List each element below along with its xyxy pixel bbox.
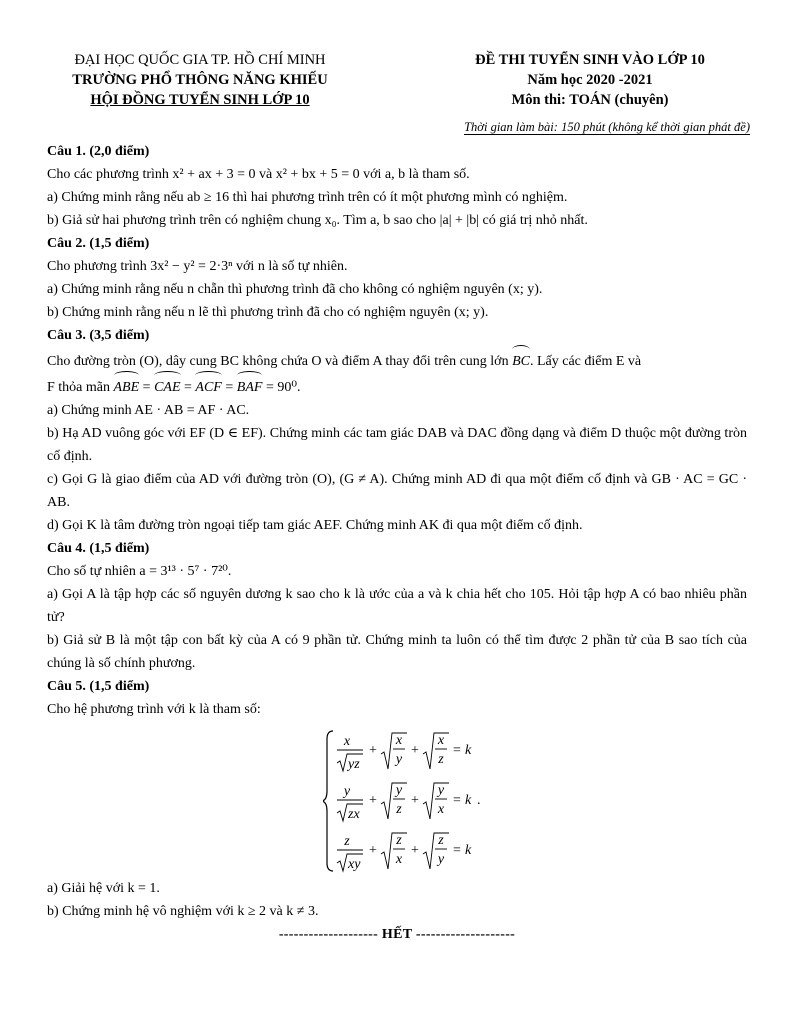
- svg-text:+: +: [369, 843, 377, 858]
- svg-text:z: z: [438, 833, 444, 848]
- q5-intro: Cho hệ phương trình với k là tham số:: [47, 702, 261, 717]
- svg-text:z: z: [344, 834, 350, 849]
- q3-part-c: c) Gọi G là giao điểm của AD với đường tròn (O), (G ≠ A). Chứng minh AD đi qua một điểm cố định và GB · AC = GC · AB.: [47, 472, 747, 510]
- equation-system: [323, 727, 543, 875]
- q3-part-a: a) Chứng minh AE · AB = AF · AC.: [47, 403, 250, 418]
- svg-text:x: x: [395, 852, 403, 867]
- svg-text:y: y: [437, 852, 445, 867]
- q5-part-b: b) Chứng minh hệ vô nghiệm với k ≥ 2 và k ≠ 3.: [47, 904, 319, 919]
- svg-text:y: y: [343, 784, 351, 799]
- svg-text:z: z: [396, 833, 402, 848]
- header-right: [420, 50, 760, 110]
- arc-baf: BAF: [237, 373, 263, 399]
- exam-title: ĐỀ THI TUYỂN SINH VÀO LỚP 10: [475, 52, 705, 68]
- svg-text:x: x: [343, 734, 351, 749]
- svg-text:k: k: [465, 743, 472, 758]
- arc-bc: BC: [512, 347, 530, 373]
- arc-cae: CAE: [154, 373, 180, 399]
- q1-title: Câu 1. (2,0 điểm): [47, 144, 150, 159]
- q3-part-b: b) Hạ AD vuông góc với EF (D ∈ EF). Chứng minh các tam giác DAB và DAC đồng dạng và điểm D thuộc một đường tròn cố định.: [47, 426, 747, 464]
- q2-intro: Cho phương trình 3x² − y² = 2·3ⁿ với n là số tự nhiên.: [47, 259, 348, 274]
- svg-text:y: y: [395, 783, 403, 798]
- svg-text:yz: yz: [348, 757, 360, 772]
- svg-text:x: x: [395, 733, 403, 748]
- svg-text:k: k: [465, 843, 472, 858]
- arc-acf: ACF: [195, 373, 221, 399]
- svg-text:=: =: [453, 793, 461, 808]
- equation-system-graphic: [323, 727, 543, 875]
- q3-title: Câu 3. (3,5 điểm): [47, 328, 150, 343]
- svg-text:x: x: [437, 733, 445, 748]
- svg-text:+: +: [411, 843, 419, 858]
- svg-text:+: +: [411, 793, 419, 808]
- q3-arc-condition: F thỏa mãn ABE = CAE = ACF = BAF = 90⁰.: [47, 373, 747, 399]
- q1-intro: Cho các phương trình x² + ax + 3 = 0 và x² + bx + 5 = 0 với a, b là tham số.: [47, 167, 470, 182]
- school-year: Năm học 2020 -2021: [527, 72, 653, 88]
- subject: Môn thi: TOÁN (chuyên): [511, 92, 669, 108]
- svg-text:y: y: [395, 752, 403, 767]
- svg-text:z: z: [438, 752, 444, 767]
- svg-text:xy: xy: [348, 857, 361, 872]
- q2-part-b: b) Chứng minh rằng nếu n lẽ thì phương trình đã cho có nghiệm nguyên (x; y).: [47, 305, 489, 320]
- svg-text:+: +: [369, 793, 377, 808]
- q2-title: Câu 2. (1,5 điểm): [47, 236, 150, 251]
- end-marker: -------------------- HẾT --------------------: [278, 927, 516, 942]
- header-left: [40, 50, 360, 110]
- q1-part-a: a) Chứng minh rằng nếu ab ≥ 16 thì hai phương trình trên có ít một phương mình có nghiệm.: [47, 190, 568, 205]
- q1-part-b: b) Giả sử hai phương trình trên có nghiệm chung x₀. Tìm a, b sao cho |a| + |b| có giá trị nhỏ nhất.: [47, 213, 588, 228]
- svg-text:+: +: [411, 743, 419, 758]
- q4-intro: Cho số tự nhiên a = 3¹³ · 5⁷ · 7²⁰.: [47, 564, 232, 579]
- q4-title: Câu 4. (1,5 điểm): [47, 541, 150, 556]
- q3-intro: Cho đường tròn (O), dây cung BC không chứa O và điểm A thay đổi trên cung lớn BC. Lấy các điểm E và: [47, 347, 747, 373]
- q2-part-a: a) Chứng minh rằng nếu n chẵn thì phương trình đã cho không có nghiệm nguyên (x; y).: [47, 282, 543, 297]
- school-name: TRƯỜNG PHỔ THÔNG NĂNG KHIẾU: [72, 72, 328, 88]
- svg-text:zx: zx: [348, 807, 360, 822]
- svg-text:x: x: [437, 802, 445, 817]
- q4-part-b: b) Giả sử B là một tập con bất kỳ của A có 9 phần tử. Chứng minh ta luôn có thể tìm được 2 phần tử của B sao tích của chúng là số chính phương.: [47, 633, 747, 671]
- q4-part-a: a) Gọi A là tập hợp các số nguyên dương k sao cho k là ước của a và k chia hết cho 105. Hỏi tập hợp A có bao nhiêu phần tử?: [47, 587, 747, 625]
- time-limit: Thời gian làm bài: 150 phút (không kể thời gian phát đề): [464, 120, 750, 134]
- svg-text:.: .: [477, 793, 481, 808]
- svg-text:=: =: [453, 743, 461, 758]
- council-name: HỘI ĐỒNG TUYỂN SINH LỚP 10: [90, 92, 310, 108]
- exam-body: [47, 140, 747, 946]
- arc-abe: ABE: [114, 373, 140, 399]
- svg-text:z: z: [396, 802, 402, 817]
- svg-text:k: k: [465, 793, 472, 808]
- q5-title: Câu 5. (1,5 điểm): [47, 679, 150, 694]
- svg-text:+: +: [369, 743, 377, 758]
- svg-text:=: =: [453, 843, 461, 858]
- university-name: ĐẠI HỌC QUỐC GIA TP. HỒ CHÍ MINH: [74, 52, 326, 68]
- q5-part-a: a) Giải hệ với k = 1.: [47, 881, 160, 896]
- svg-text:y: y: [437, 783, 445, 798]
- q3-part-d: d) Gọi K là tâm đường tròn ngoại tiếp tam giác AEF. Chứng minh AK đi qua một điểm cố định.: [47, 518, 583, 533]
